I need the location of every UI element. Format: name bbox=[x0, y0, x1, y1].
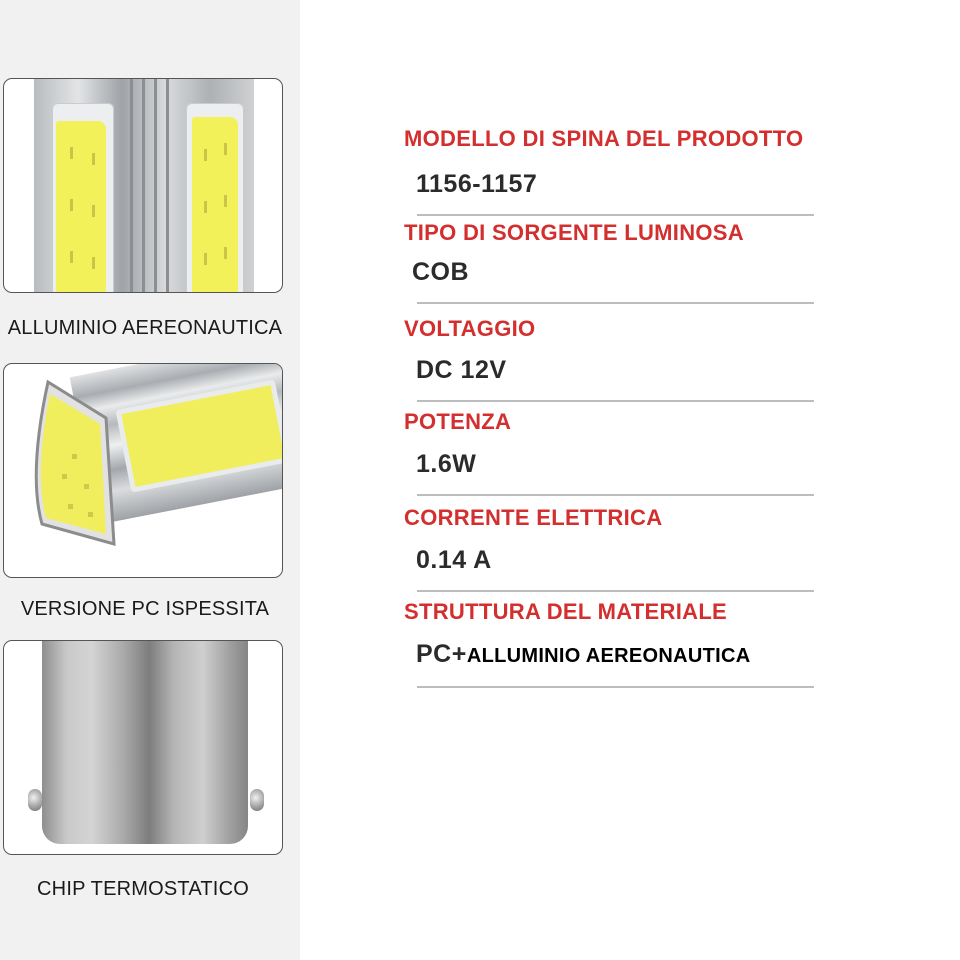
spec-label: VOLTAGGIO bbox=[404, 316, 536, 341]
bayonet-pin-left bbox=[28, 789, 42, 811]
spec-row-power bbox=[404, 409, 814, 508]
spec-value: DC 12V bbox=[416, 356, 507, 384]
spec-label: MODELLO DI SPINA DEL PRODOTTO bbox=[404, 126, 804, 151]
spec-label: CORRENTE ELETTRICA bbox=[404, 505, 663, 530]
feature-image-aluminium bbox=[3, 78, 283, 293]
spec-value bbox=[416, 640, 750, 669]
divider bbox=[417, 400, 814, 402]
spec-value: 1.6W bbox=[416, 450, 477, 478]
cob-led-panel-left bbox=[56, 121, 106, 293]
spec-value: 1156-1157 bbox=[416, 170, 538, 198]
feature-caption: VERSIONE PC ISPESSITA bbox=[20, 598, 270, 620]
feature-panel bbox=[0, 0, 300, 960]
spec-value-suffix: ALLUMINIO AEREONAUTICA bbox=[466, 645, 751, 667]
spec-row-voltage bbox=[404, 316, 814, 412]
divider bbox=[417, 494, 814, 496]
spec-table bbox=[404, 126, 814, 700]
metal-base-cylinder bbox=[42, 640, 248, 844]
divider bbox=[417, 590, 814, 592]
spec-label: STRUTTURA DEL MATERIALE bbox=[404, 599, 728, 624]
spec-row-light-source bbox=[404, 220, 814, 316]
spec-row-plug-model bbox=[404, 126, 814, 222]
feature-caption: CHIP TERMOSTATICO bbox=[37, 878, 249, 900]
divider bbox=[417, 302, 814, 304]
spec-value-prefix: PC+ bbox=[416, 640, 467, 668]
bayonet-pin-right bbox=[250, 789, 264, 811]
cob-led-panel-right bbox=[192, 117, 238, 293]
divider bbox=[417, 686, 814, 688]
feature-caption: ALLUMINIO AEREONAUTICA bbox=[7, 317, 283, 339]
spec-value: 0.14 A bbox=[416, 546, 492, 574]
spec-label: POTENZA bbox=[404, 409, 512, 434]
spec-row-material bbox=[404, 599, 814, 700]
divider bbox=[417, 214, 814, 216]
spec-label: TIPO DI SORGENTE LUMINOSA bbox=[404, 220, 744, 245]
spec-value: COB bbox=[412, 258, 470, 286]
spec-row-current bbox=[404, 505, 814, 604]
aluminium-heatsink-illustration bbox=[34, 78, 254, 293]
feature-image-pc bbox=[3, 363, 283, 578]
feature-image-base bbox=[3, 640, 283, 855]
